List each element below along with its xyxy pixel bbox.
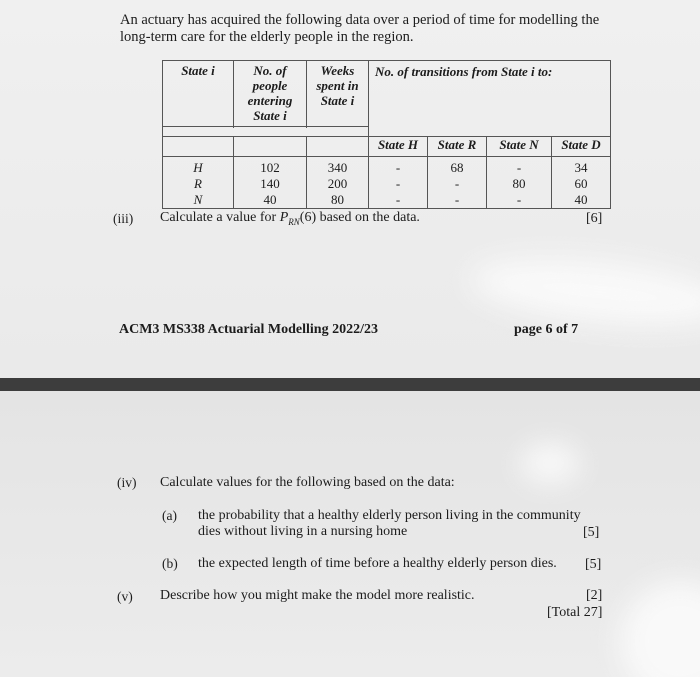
subheader-state-n: State N — [487, 137, 552, 157]
to-n-cell: - 80 - — [487, 157, 552, 209]
light-glare — [468, 249, 700, 336]
weeks-cell: 340 200 80 — [307, 157, 369, 209]
to-d-cell: 34 60 40 — [552, 157, 611, 209]
intro-paragraph — [120, 12, 599, 46]
question-iv-text: Calculate values for the following based on the data: — [160, 475, 455, 490]
intro-line-2: long-term care for the elderly people in the region. — [120, 29, 414, 45]
question-v-text: Describe how you might make the model more realistic. — [160, 588, 475, 603]
question-iii-marks: [6] — [586, 211, 603, 226]
subheader-state-d: State D — [552, 137, 611, 157]
question-v-marks: [2] — [586, 588, 603, 603]
part-b-marks: [5] — [585, 557, 602, 572]
part-a-label: (a) — [162, 508, 177, 523]
to-r-cell: 68 - - — [428, 157, 487, 209]
footer-page-number: page 6 of 7 — [514, 322, 579, 337]
subheader-state-r: State R — [428, 137, 487, 157]
intro-line-1: An actuary has acquired the following data over a period of time for modelling the — [120, 12, 600, 28]
question-iv-number: (iv) — [117, 475, 137, 490]
states-cell: H R N — [163, 157, 234, 209]
footer-course: ACM3 MS338 Actuarial Modelling 2022/23 — [119, 322, 378, 337]
header-state-i: State i — [163, 61, 234, 127]
part-a-text: the probability that a healthy elderly person living in the community dies without living in a nursing home — [198, 508, 581, 539]
question-v-number: (v) — [117, 589, 133, 604]
people-cell: 102 140 40 — [234, 157, 307, 209]
subheader-state-h: State H — [369, 137, 428, 157]
to-h-cell: - - - — [369, 157, 428, 209]
light-glare — [520, 443, 580, 483]
part-b-label: (b) — [162, 556, 178, 571]
light-glare — [620, 581, 700, 677]
header-transitions: No. of transitions from State i to: — [369, 61, 611, 127]
page-7-sheet — [0, 391, 700, 677]
question-iii-number: (iii) — [113, 211, 134, 226]
total-marks: [Total 27] — [547, 605, 603, 620]
transition-data-table — [162, 60, 611, 209]
question-iii-text: Calculate a value for $P_{RN}(6)$ based on the data. — [160, 210, 420, 227]
header-people-entering: No. of people entering State i — [234, 61, 307, 127]
header-weeks-spent: Weeks spent in State i — [307, 61, 369, 127]
part-b-text: the expected length of time before a healthy elderly person dies. — [198, 556, 557, 571]
part-a-marks: [5] — [583, 525, 600, 540]
